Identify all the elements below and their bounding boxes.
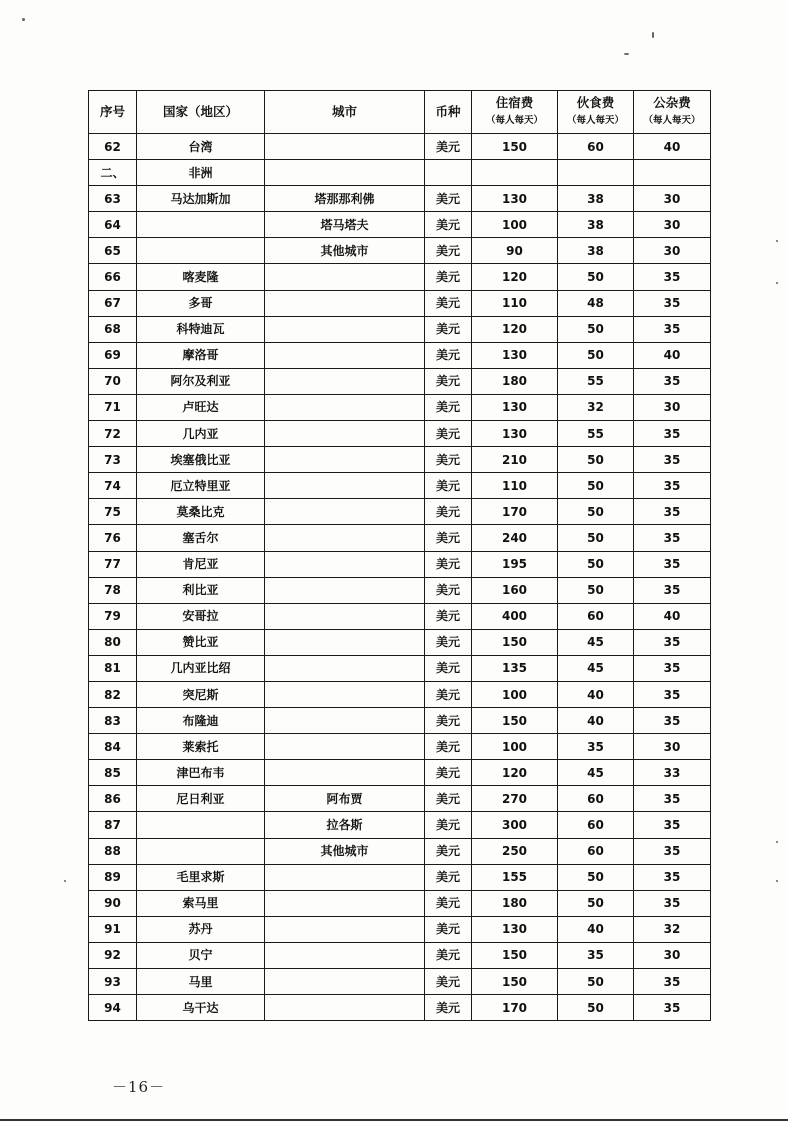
cell-misc: 35	[634, 499, 711, 525]
cell-city	[265, 134, 425, 160]
table-row	[89, 368, 711, 394]
cell-city	[265, 499, 425, 525]
cell-lodging: 110	[472, 290, 558, 316]
cell-misc: 40	[634, 342, 711, 368]
cell-meals: 50	[558, 447, 634, 473]
cell-country: 几内亚	[137, 421, 265, 447]
table-row	[89, 447, 711, 473]
scan-speck	[624, 53, 629, 55]
cell-misc: 35	[634, 577, 711, 603]
table-row	[89, 264, 711, 290]
cell-city	[265, 760, 425, 786]
scan-edge-line	[0, 1119, 788, 1121]
cell-currency: 美元	[425, 760, 472, 786]
cell-meals: 32	[558, 394, 634, 420]
cell-lodging: 130	[472, 186, 558, 212]
cell-currency: 美元	[425, 394, 472, 420]
cell-country: 利比亚	[137, 577, 265, 603]
scan-speck	[652, 32, 654, 38]
table-row	[89, 160, 711, 186]
cell-city	[265, 551, 425, 577]
cell-meals	[558, 160, 634, 186]
table-row	[89, 916, 711, 942]
header-meals-label: 伙食费	[576, 95, 615, 110]
cell-city	[265, 447, 425, 473]
cell-index: 二、	[89, 160, 137, 186]
cell-country: 马达加斯加	[137, 186, 265, 212]
cell-index: 83	[89, 708, 137, 734]
cell-meals: 60	[558, 603, 634, 629]
cell-city	[265, 890, 425, 916]
cell-misc: 33	[634, 760, 711, 786]
table-row	[89, 499, 711, 525]
cell-lodging: 100	[472, 681, 558, 707]
cell-lodging: 240	[472, 525, 558, 551]
table-body	[89, 134, 711, 1021]
table-row	[89, 238, 711, 264]
cell-lodging: 160	[472, 577, 558, 603]
cell-index: 70	[89, 368, 137, 394]
cell-country	[137, 838, 265, 864]
table-row	[89, 603, 711, 629]
header-lodging-label: 住宿费	[495, 95, 534, 110]
cell-city	[265, 368, 425, 394]
cell-index: 65	[89, 238, 137, 264]
cell-index: 82	[89, 681, 137, 707]
cell-misc: 35	[634, 290, 711, 316]
cell-city	[265, 734, 425, 760]
cell-meals: 60	[558, 134, 634, 160]
cell-country: 安哥拉	[137, 603, 265, 629]
cell-country: 喀麦隆	[137, 264, 265, 290]
table-row	[89, 942, 711, 968]
cell-lodging: 270	[472, 786, 558, 812]
cell-meals: 38	[558, 238, 634, 264]
header-country: 国家（地区）	[137, 91, 265, 134]
cell-country: 埃塞俄比亚	[137, 447, 265, 473]
table-row	[89, 394, 711, 420]
cell-index: 85	[89, 760, 137, 786]
cell-country: 索马里	[137, 890, 265, 916]
table-row	[89, 577, 711, 603]
cell-meals: 38	[558, 186, 634, 212]
cell-index: 81	[89, 655, 137, 681]
cell-country: 毛里求斯	[137, 864, 265, 890]
cell-country: 乌干达	[137, 995, 265, 1021]
cell-meals: 40	[558, 916, 634, 942]
cell-city	[265, 394, 425, 420]
cell-meals: 40	[558, 681, 634, 707]
table-row	[89, 342, 711, 368]
cell-city: 其他城市	[265, 838, 425, 864]
cell-misc: 35	[634, 421, 711, 447]
cell-index: 92	[89, 942, 137, 968]
cell-lodging: 130	[472, 916, 558, 942]
cell-lodging: 120	[472, 760, 558, 786]
cell-country: 尼日利亚	[137, 786, 265, 812]
cell-misc: 32	[634, 916, 711, 942]
cell-index: 84	[89, 734, 137, 760]
cell-currency: 美元	[425, 525, 472, 551]
table-row	[89, 473, 711, 499]
cell-meals: 45	[558, 629, 634, 655]
cell-currency: 美元	[425, 316, 472, 342]
cell-currency: 美元	[425, 681, 472, 707]
cell-lodging: 170	[472, 499, 558, 525]
cell-index: 76	[89, 525, 137, 551]
cell-lodging: 130	[472, 394, 558, 420]
table-row	[89, 760, 711, 786]
header-currency: 币种	[425, 91, 472, 134]
cell-currency: 美元	[425, 916, 472, 942]
cell-country: 苏丹	[137, 916, 265, 942]
scan-speck	[776, 240, 778, 242]
table-row	[89, 525, 711, 551]
cell-city	[265, 969, 425, 995]
cell-misc: 35	[634, 316, 711, 342]
cell-misc: 30	[634, 394, 711, 420]
cell-currency: 美元	[425, 264, 472, 290]
header-misc-sub: （每人每天）	[643, 115, 701, 126]
scan-speck	[776, 841, 778, 843]
cell-meals: 45	[558, 760, 634, 786]
cell-index: 77	[89, 551, 137, 577]
cell-currency: 美元	[425, 890, 472, 916]
cell-meals: 50	[558, 525, 634, 551]
cell-city	[265, 342, 425, 368]
cell-meals: 48	[558, 290, 634, 316]
cell-lodging: 150	[472, 942, 558, 968]
cell-country: 几内亚比绍	[137, 655, 265, 681]
scan-speck	[776, 282, 778, 284]
cell-meals: 50	[558, 316, 634, 342]
cell-lodging: 130	[472, 421, 558, 447]
cell-city: 拉各斯	[265, 812, 425, 838]
cell-lodging: 250	[472, 838, 558, 864]
header-misc-label: 公杂费	[653, 95, 691, 110]
table-header-row	[89, 91, 711, 134]
cell-country: 莱索托	[137, 734, 265, 760]
table-row	[89, 186, 711, 212]
header-misc	[634, 91, 711, 134]
cell-lodging: 210	[472, 447, 558, 473]
cell-currency: 美元	[425, 812, 472, 838]
cell-misc: 35	[634, 995, 711, 1021]
cell-misc: 35	[634, 890, 711, 916]
cell-index: 93	[89, 969, 137, 995]
cell-misc: 40	[634, 603, 711, 629]
cell-lodging: 130	[472, 342, 558, 368]
cell-city	[265, 290, 425, 316]
cell-misc: 30	[634, 942, 711, 968]
table-row	[89, 212, 711, 238]
cell-index: 69	[89, 342, 137, 368]
cell-currency: 美元	[425, 290, 472, 316]
cell-country: 卢旺达	[137, 394, 265, 420]
table-row	[89, 681, 711, 707]
cell-country	[137, 238, 265, 264]
cell-currency: 美元	[425, 212, 472, 238]
cell-misc: 35	[634, 812, 711, 838]
cell-meals: 60	[558, 812, 634, 838]
page-number: －16－	[112, 1078, 166, 1096]
cell-currency: 美元	[425, 577, 472, 603]
cell-city	[265, 708, 425, 734]
cell-lodging: 135	[472, 655, 558, 681]
cell-misc: 40	[634, 134, 711, 160]
cell-misc: 35	[634, 969, 711, 995]
cell-index: 62	[89, 134, 137, 160]
cell-misc: 35	[634, 473, 711, 499]
cell-city: 塔马塔夫	[265, 212, 425, 238]
cell-meals: 50	[558, 342, 634, 368]
cell-city: 其他城市	[265, 238, 425, 264]
table-row	[89, 864, 711, 890]
cell-currency: 美元	[425, 864, 472, 890]
cell-meals: 45	[558, 655, 634, 681]
cell-country: 摩洛哥	[137, 342, 265, 368]
cell-currency: 美元	[425, 238, 472, 264]
cell-index: 74	[89, 473, 137, 499]
cell-currency: 美元	[425, 499, 472, 525]
table-row	[89, 551, 711, 577]
cell-index: 88	[89, 838, 137, 864]
cell-country: 赞比亚	[137, 629, 265, 655]
cell-currency: 美元	[425, 995, 472, 1021]
cell-currency: 美元	[425, 786, 472, 812]
travel-expense-table	[88, 90, 711, 1021]
table-row	[89, 786, 711, 812]
cell-currency: 美元	[425, 942, 472, 968]
cell-lodging: 180	[472, 368, 558, 394]
cell-currency: 美元	[425, 134, 472, 160]
cell-misc: 30	[634, 186, 711, 212]
cell-lodging: 400	[472, 603, 558, 629]
cell-misc: 30	[634, 212, 711, 238]
header-lodging-sub: （每人每天）	[485, 115, 543, 126]
cell-lodging: 155	[472, 864, 558, 890]
cell-city	[265, 681, 425, 707]
cell-meals: 50	[558, 577, 634, 603]
cell-index: 68	[89, 316, 137, 342]
cell-currency: 美元	[425, 655, 472, 681]
cell-city: 塔那那利佛	[265, 186, 425, 212]
cell-misc: 35	[634, 681, 711, 707]
cell-lodging: 120	[472, 264, 558, 290]
cell-country: 科特迪瓦	[137, 316, 265, 342]
cell-country: 塞舌尔	[137, 525, 265, 551]
cell-lodging: 100	[472, 212, 558, 238]
cell-meals: 55	[558, 368, 634, 394]
cell-currency: 美元	[425, 421, 472, 447]
cell-currency: 美元	[425, 603, 472, 629]
cell-index: 80	[89, 629, 137, 655]
cell-index: 67	[89, 290, 137, 316]
cell-index: 78	[89, 577, 137, 603]
cell-currency: 美元	[425, 629, 472, 655]
cell-country: 阿尔及利亚	[137, 368, 265, 394]
header-lodging	[472, 91, 558, 134]
cell-currency: 美元	[425, 473, 472, 499]
cell-misc	[634, 160, 711, 186]
cell-meals: 50	[558, 995, 634, 1021]
cell-currency: 美元	[425, 734, 472, 760]
cell-index: 79	[89, 603, 137, 629]
cell-meals: 35	[558, 734, 634, 760]
table-row	[89, 995, 711, 1021]
cell-country: 布隆迪	[137, 708, 265, 734]
cell-meals: 50	[558, 264, 634, 290]
cell-lodging: 170	[472, 995, 558, 1021]
cell-meals: 40	[558, 708, 634, 734]
cell-country: 台湾	[137, 134, 265, 160]
cell-misc: 35	[634, 838, 711, 864]
cell-country: 马里	[137, 969, 265, 995]
cell-country: 肯尼亚	[137, 551, 265, 577]
cell-index: 89	[89, 864, 137, 890]
cell-lodging: 100	[472, 734, 558, 760]
cell-currency: 美元	[425, 969, 472, 995]
header-meals-sub: （每人每天）	[566, 115, 624, 126]
cell-country: 津巴布韦	[137, 760, 265, 786]
table-row	[89, 812, 711, 838]
cell-country	[137, 812, 265, 838]
cell-country: 非洲	[137, 160, 265, 186]
header-city: 城市	[265, 91, 425, 134]
cell-misc: 35	[634, 551, 711, 577]
cell-misc: 30	[634, 734, 711, 760]
cell-misc: 35	[634, 525, 711, 551]
table-row	[89, 655, 711, 681]
cell-meals: 50	[558, 473, 634, 499]
cell-meals: 50	[558, 969, 634, 995]
cell-lodging: 150	[472, 969, 558, 995]
cell-lodging: 195	[472, 551, 558, 577]
scan-speck	[64, 880, 66, 882]
cell-misc: 35	[634, 264, 711, 290]
cell-city	[265, 525, 425, 551]
cell-lodging: 180	[472, 890, 558, 916]
cell-lodging: 120	[472, 316, 558, 342]
cell-misc: 30	[634, 238, 711, 264]
cell-country	[137, 212, 265, 238]
table-row	[89, 316, 711, 342]
cell-currency: 美元	[425, 708, 472, 734]
cell-misc: 35	[634, 864, 711, 890]
cell-meals: 38	[558, 212, 634, 238]
table-row	[89, 629, 711, 655]
table-row	[89, 734, 711, 760]
cell-currency: 美元	[425, 342, 472, 368]
cell-lodging: 300	[472, 812, 558, 838]
cell-index: 86	[89, 786, 137, 812]
cell-lodging: 150	[472, 629, 558, 655]
header-index: 序号	[89, 91, 137, 134]
table-row	[89, 969, 711, 995]
cell-index: 66	[89, 264, 137, 290]
table-row	[89, 134, 711, 160]
cell-currency: 美元	[425, 551, 472, 577]
cell-lodging: 90	[472, 238, 558, 264]
cell-currency	[425, 160, 472, 186]
cell-misc: 35	[634, 629, 711, 655]
cell-meals: 35	[558, 942, 634, 968]
cell-country: 贝宁	[137, 942, 265, 968]
cell-city	[265, 473, 425, 499]
cell-meals: 50	[558, 864, 634, 890]
cell-index: 75	[89, 499, 137, 525]
table-row	[89, 290, 711, 316]
cell-city	[265, 160, 425, 186]
cell-meals: 50	[558, 499, 634, 525]
cell-city	[265, 864, 425, 890]
table-row	[89, 708, 711, 734]
cell-currency: 美元	[425, 838, 472, 864]
cell-country: 突尼斯	[137, 681, 265, 707]
cell-lodging	[472, 160, 558, 186]
cell-city	[265, 603, 425, 629]
cell-meals: 55	[558, 421, 634, 447]
cell-currency: 美元	[425, 368, 472, 394]
cell-lodging: 110	[472, 473, 558, 499]
cell-city	[265, 655, 425, 681]
scan-speck	[776, 880, 778, 882]
cell-city	[265, 264, 425, 290]
cell-city	[265, 629, 425, 655]
cell-misc: 35	[634, 368, 711, 394]
table-row	[89, 838, 711, 864]
cell-city	[265, 316, 425, 342]
cell-lodging: 150	[472, 708, 558, 734]
header-meals	[558, 91, 634, 134]
cell-index: 91	[89, 916, 137, 942]
cell-misc: 35	[634, 708, 711, 734]
cell-city	[265, 577, 425, 603]
table-row	[89, 890, 711, 916]
cell-index: 90	[89, 890, 137, 916]
cell-index: 63	[89, 186, 137, 212]
cell-country: 厄立特里亚	[137, 473, 265, 499]
cell-currency: 美元	[425, 447, 472, 473]
cell-misc: 35	[634, 655, 711, 681]
cell-index: 94	[89, 995, 137, 1021]
cell-meals: 60	[558, 786, 634, 812]
cell-index: 72	[89, 421, 137, 447]
cell-currency: 美元	[425, 186, 472, 212]
cell-index: 73	[89, 447, 137, 473]
cell-meals: 50	[558, 890, 634, 916]
cell-misc: 35	[634, 786, 711, 812]
cell-index: 64	[89, 212, 137, 238]
cell-country: 莫桑比克	[137, 499, 265, 525]
cell-index: 87	[89, 812, 137, 838]
cell-country: 多哥	[137, 290, 265, 316]
scan-speck	[22, 18, 25, 21]
cell-city	[265, 942, 425, 968]
cell-index: 71	[89, 394, 137, 420]
cell-meals: 60	[558, 838, 634, 864]
cell-lodging: 150	[472, 134, 558, 160]
cell-city	[265, 421, 425, 447]
cell-city: 阿布贾	[265, 786, 425, 812]
cell-city	[265, 995, 425, 1021]
cell-meals: 50	[558, 551, 634, 577]
table-row	[89, 421, 711, 447]
cell-city	[265, 916, 425, 942]
cell-misc: 35	[634, 447, 711, 473]
